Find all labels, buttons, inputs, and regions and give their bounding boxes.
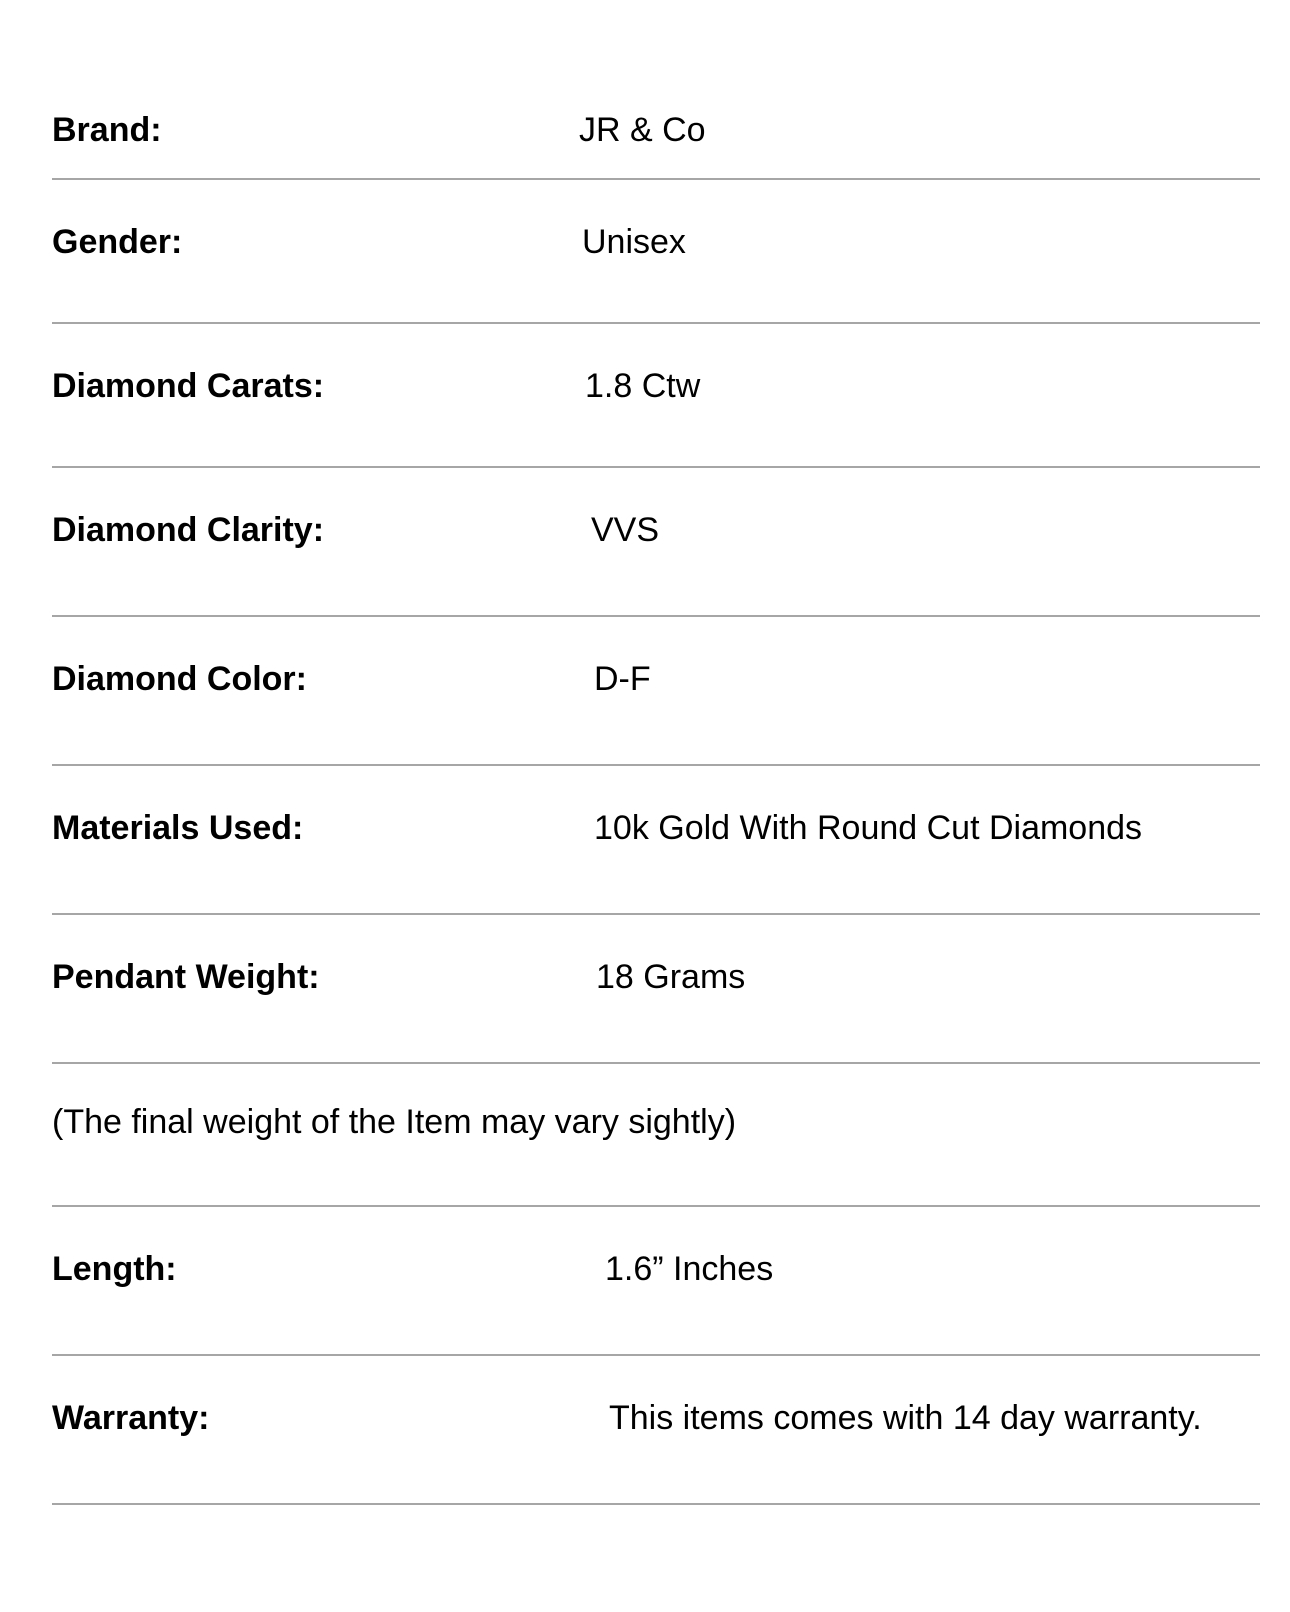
divider (52, 1205, 1260, 1207)
divider (52, 466, 1260, 468)
diamond-color-value: D-F (594, 660, 651, 698)
divider (52, 178, 1260, 180)
materials-used-label: Materials Used: (52, 809, 304, 847)
divider (52, 764, 1260, 766)
gender-label: Gender: (52, 223, 183, 261)
brand-value: JR & Co (579, 111, 706, 149)
divider (52, 913, 1260, 915)
diamond-color-label: Diamond Color: (52, 660, 307, 698)
divider (52, 1503, 1260, 1505)
diamond-carats-value: 1.8 Ctw (585, 367, 701, 405)
warranty-label: Warranty: (52, 1399, 210, 1437)
pendant-weight-label: Pendant Weight: (52, 958, 320, 996)
warranty-value: This items comes with 14 day warranty. (609, 1399, 1202, 1437)
materials-used-value: 10k Gold With Round Cut Diamonds (594, 809, 1143, 847)
divider (52, 615, 1260, 617)
divider (52, 1062, 1260, 1064)
length-value: 1.6” Inches (605, 1250, 774, 1288)
divider (52, 1354, 1260, 1356)
weight-note: (The final weight of the Item may vary sightly) (52, 1103, 737, 1141)
brand-label: Brand: (52, 111, 162, 149)
pendant-weight-value: 18 Grams (596, 958, 746, 996)
diamond-clarity-value: VVS (591, 511, 660, 549)
divider (52, 322, 1260, 324)
length-label: Length: (52, 1250, 177, 1288)
gender-value: Unisex (582, 223, 686, 261)
diamond-clarity-label: Diamond Clarity: (52, 511, 325, 549)
diamond-carats-label: Diamond Carats: (52, 367, 325, 405)
